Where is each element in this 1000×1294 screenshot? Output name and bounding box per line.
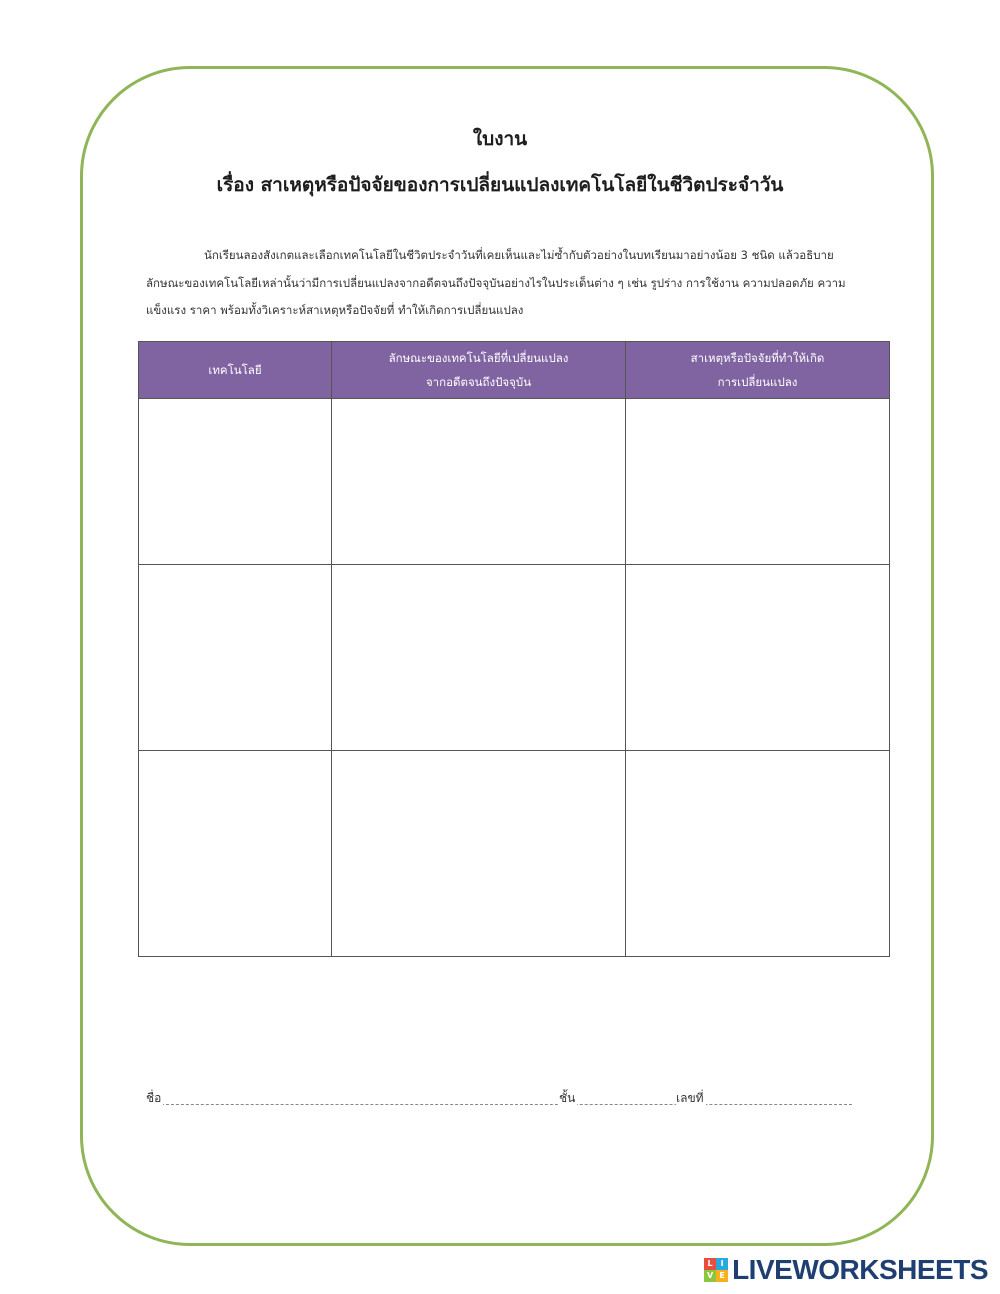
answer-cell-causes[interactable] <box>626 751 890 957</box>
answer-table <box>138 341 890 957</box>
worksheet-subject-title: เรื่อง สาเหตุหรือปัจจัยของการเปลี่ยนแปลงเทคโนโลยีในชีวิตประจำวัน <box>216 174 784 196</box>
instructions-paragraph: นักเรียนลองสังเกตและเลือกเทคโนโลยีในชีวิตประจำวันที่เคยเห็นและไม่ซ้ำกับตัวอย่างในบทเรียนมาอย่างน้อย 3 ชนิด แล้วอธิบายลักษณะของเทคโนโลยีเหล่านั้นว่ามีการเปลี่ยนแปลงจากอดีตจนถึงปัจจุบันอย่างไรในประเด็นต่าง ๆ เช่น รูปร่าง การใช้งาน ความปลอดภัย ความแข็งแรง ราคา พร้อมทั้งวิเคราะห์สาเหตุหรือปัจจัยที่ ทำให้เกิดการเปลี่ยนแปลง <box>146 248 846 317</box>
class-label: ชั้น <box>559 1089 577 1108</box>
table-row <box>139 751 890 957</box>
answer-cell-causes[interactable] <box>626 565 890 751</box>
table-row <box>139 399 890 565</box>
student-info-line <box>146 1088 852 1110</box>
answer-cell-causes[interactable] <box>626 399 890 565</box>
answer-cell-characteristics[interactable] <box>332 751 626 957</box>
table-row <box>139 565 890 751</box>
header-causes: สาเหตุหรือปัจจัยที่ทำให้เกิด การเปลี่ยนแปลง <box>626 342 890 399</box>
liveworksheets-mark-icon: L I V E <box>704 1258 728 1282</box>
name-label: ชื่อ <box>146 1089 163 1108</box>
answer-cell-characteristics[interactable] <box>332 565 626 751</box>
student-info-dotted-line <box>146 1104 852 1105</box>
answer-cell-technology[interactable] <box>139 565 332 751</box>
header-characteristics: ลักษณะของเทคโนโลยีที่เปลี่ยนแปลง จากอดีตจนถึงปัจจุบัน <box>332 342 626 399</box>
answer-cell-characteristics[interactable] <box>332 399 626 565</box>
liveworksheets-logo <box>704 1254 988 1286</box>
table-header-row <box>139 342 890 399</box>
number-label: เลขที่ <box>676 1089 706 1108</box>
answer-cell-technology[interactable] <box>139 399 332 565</box>
header-technology: เทคโนโลยี <box>139 342 332 399</box>
answer-cell-technology[interactable] <box>139 751 332 957</box>
liveworksheets-wordmark: LIVEWORKSHEETS <box>732 1254 988 1285</box>
worksheet-heading: ใบงาน <box>472 128 528 150</box>
